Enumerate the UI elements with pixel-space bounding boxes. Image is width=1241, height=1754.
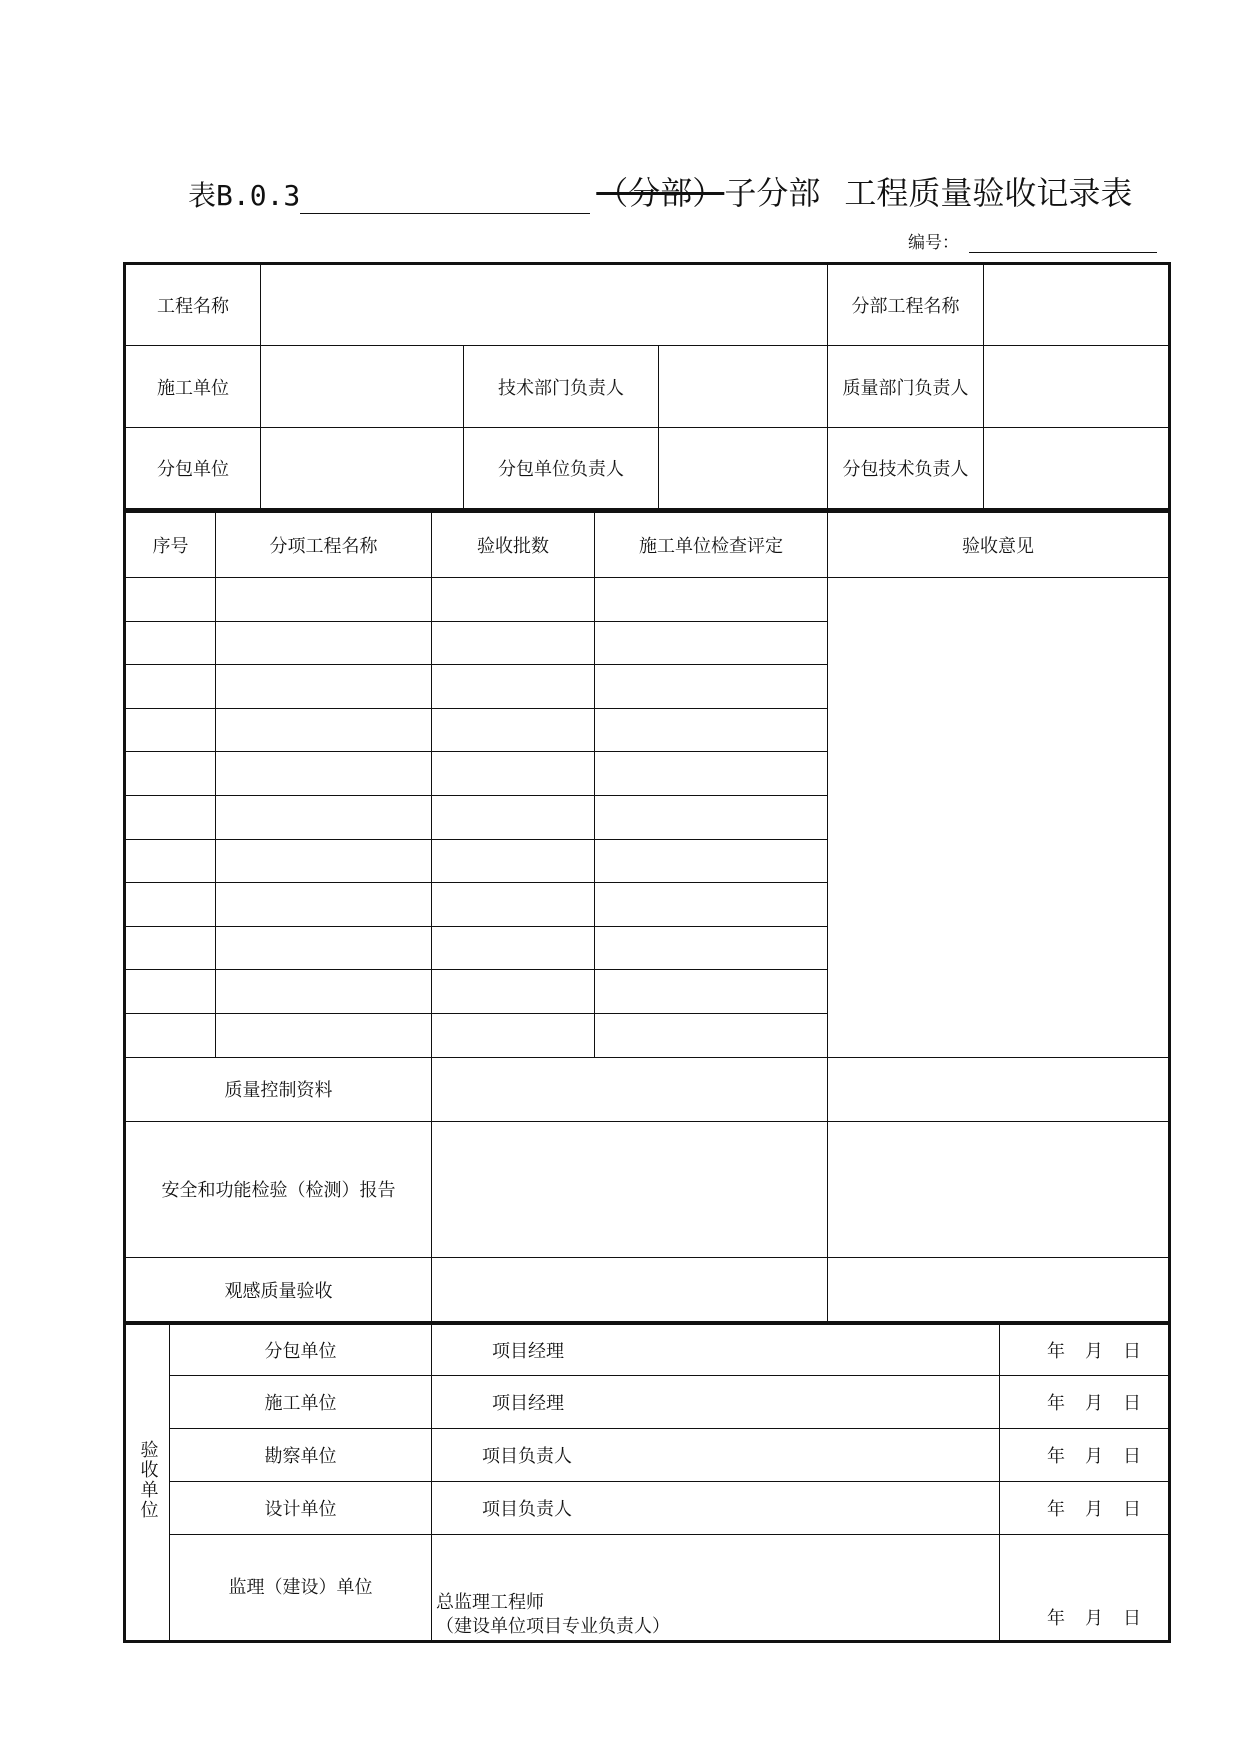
label-quality-control: 质量控制资料 [125,1057,432,1121]
value-subproject-name[interactable] [984,264,1170,346]
cell-item[interactable] [216,926,432,970]
cell-eval[interactable] [595,621,828,665]
accept-label-text: 验收单位 [137,1439,159,1520]
label-safety-report: 安全和功能检验（检测）报告 [125,1121,432,1257]
cell-item[interactable] [216,970,432,1014]
cell-eval[interactable] [595,708,828,752]
cell-item[interactable] [216,752,432,796]
info-table [123,262,1171,511]
cell-eval[interactable] [595,839,828,883]
cell-item[interactable] [216,578,432,622]
cell-batches[interactable] [432,621,595,665]
accept-date[interactable] [1000,1482,1170,1535]
cell-opinion[interactable] [828,578,1170,1058]
date-year: 年 [1047,1499,1065,1520]
cell-batches[interactable] [432,883,595,927]
value-sub-head[interactable] [659,428,828,510]
cell-seq[interactable] [125,708,216,752]
cell-batches[interactable] [432,1013,595,1057]
value-subcontractor[interactable] [261,428,464,510]
cell-seq[interactable] [125,578,216,622]
cell-seq[interactable] [125,883,216,927]
cell-seq[interactable] [125,665,216,709]
value-visual-quality[interactable] [432,1257,828,1323]
date-month: 月 [1085,1446,1103,1467]
accept-role: 项目经理 [432,1323,1000,1376]
title-prefix: 表B.0.3 [188,179,301,212]
accept-unit: 分包单位 [170,1323,432,1376]
value-tech-head[interactable] [659,346,828,428]
title-suffix: 工程质量验收记录表 [844,174,1133,212]
title-mid: 子分部 [724,174,821,212]
label-tech-head: 技术部门负责人 [464,346,659,428]
accept-table [123,1321,1171,1643]
label-visual-quality: 观感质量验收 [125,1257,432,1323]
cell-batches[interactable] [432,926,595,970]
cell-eval[interactable] [595,578,828,622]
accept-role: 项目负责人 [432,1429,1000,1482]
opinion-safety-report[interactable] [828,1121,1170,1257]
accept-unit: 勘察单位 [170,1429,432,1482]
cell-item[interactable] [216,1013,432,1057]
title-struck: （分部） [596,174,725,212]
date-year: 年 [1047,1446,1065,1467]
accept-date[interactable] [1000,1535,1170,1642]
cell-seq[interactable] [125,926,216,970]
serial-label: 编号： [908,233,959,253]
title-blank [300,179,590,214]
date-month: 月 [1085,1393,1103,1414]
value-sub-tech-head[interactable] [984,428,1170,510]
value-quality-head[interactable] [984,346,1170,428]
supervisor-role: 总监理工程师 [436,1592,544,1614]
date-year: 年 [1047,1393,1065,1414]
cell-eval[interactable] [595,970,828,1014]
opinion-quality-control[interactable] [828,1057,1170,1121]
date-month: 月 [1085,1499,1103,1520]
date-day: 日 [1123,1393,1141,1414]
value-project-name[interactable] [261,264,828,346]
accept-label [125,1323,170,1642]
value-constructor[interactable] [261,346,464,428]
cell-batches[interactable] [432,795,595,839]
accept-unit: 监理（建设）单位 [170,1535,432,1642]
cell-eval[interactable] [595,1013,828,1057]
label-project-name: 工程名称 [125,264,261,346]
col-item: 分项工程名称 [216,512,432,578]
serial-line [969,228,1157,253]
cell-batches[interactable] [432,752,595,796]
col-seq: 序号 [125,512,216,578]
date-year: 年 [1047,1340,1065,1362]
accept-role-supervisor [432,1535,1000,1642]
date-day: 日 [1123,1446,1141,1467]
value-safety-report[interactable] [432,1121,828,1257]
supervisor-role2: （建设单位项目专业负责人） [436,1615,670,1637]
cell-seq[interactable] [125,839,216,883]
date-day: 日 [1123,1608,1141,1629]
cell-seq[interactable] [125,621,216,665]
cell-batches[interactable] [432,839,595,883]
cell-item[interactable] [216,883,432,927]
accept-date[interactable] [1000,1376,1170,1429]
items-table [123,510,1171,1325]
cell-batches[interactable] [432,665,595,709]
cell-item[interactable] [216,621,432,665]
cell-item[interactable] [216,795,432,839]
cell-seq[interactable] [125,1013,216,1057]
cell-batches[interactable] [432,970,595,1014]
label-sub-tech-head: 分包技术负责人 [828,428,984,510]
label-constructor: 施工单位 [125,346,261,428]
cell-batches[interactable] [432,578,595,622]
value-quality-control[interactable] [432,1057,828,1121]
accept-unit: 设计单位 [170,1482,432,1535]
accept-date[interactable] [1000,1429,1170,1482]
cell-eval[interactable] [595,795,828,839]
cell-eval[interactable] [595,752,828,796]
opinion-visual-quality[interactable] [828,1257,1170,1323]
col-batches: 验收批数 [432,512,595,578]
accept-role: 项目经理 [432,1376,1000,1429]
accept-role: 项目负责人 [432,1482,1000,1535]
label-subcontractor: 分包单位 [125,428,261,510]
cell-seq[interactable] [125,752,216,796]
cell-batches[interactable] [432,708,595,752]
label-sub-head: 分包单位负责人 [464,428,659,510]
cell-item[interactable] [216,839,432,883]
date-day: 日 [1123,1340,1141,1362]
form-title [188,168,1168,214]
cell-item[interactable] [216,665,432,709]
cell-seq[interactable] [125,970,216,1014]
date-year: 年 [1047,1608,1065,1629]
accept-unit: 施工单位 [170,1376,432,1429]
cell-eval[interactable] [595,665,828,709]
cell-eval[interactable] [595,926,828,970]
accept-date[interactable] [1000,1323,1170,1376]
date-month: 月 [1085,1340,1103,1362]
date-month: 月 [1085,1608,1103,1629]
cell-eval[interactable] [595,883,828,927]
serial-number [908,228,1157,253]
label-quality-head: 质量部门负责人 [828,346,984,428]
cell-item[interactable] [216,708,432,752]
date-day: 日 [1123,1499,1141,1520]
cell-seq[interactable] [125,795,216,839]
col-eval: 施工单位检查评定 [595,512,828,578]
col-opinion: 验收意见 [828,512,1170,578]
label-subproject-name: 分部工程名称 [828,264,984,346]
